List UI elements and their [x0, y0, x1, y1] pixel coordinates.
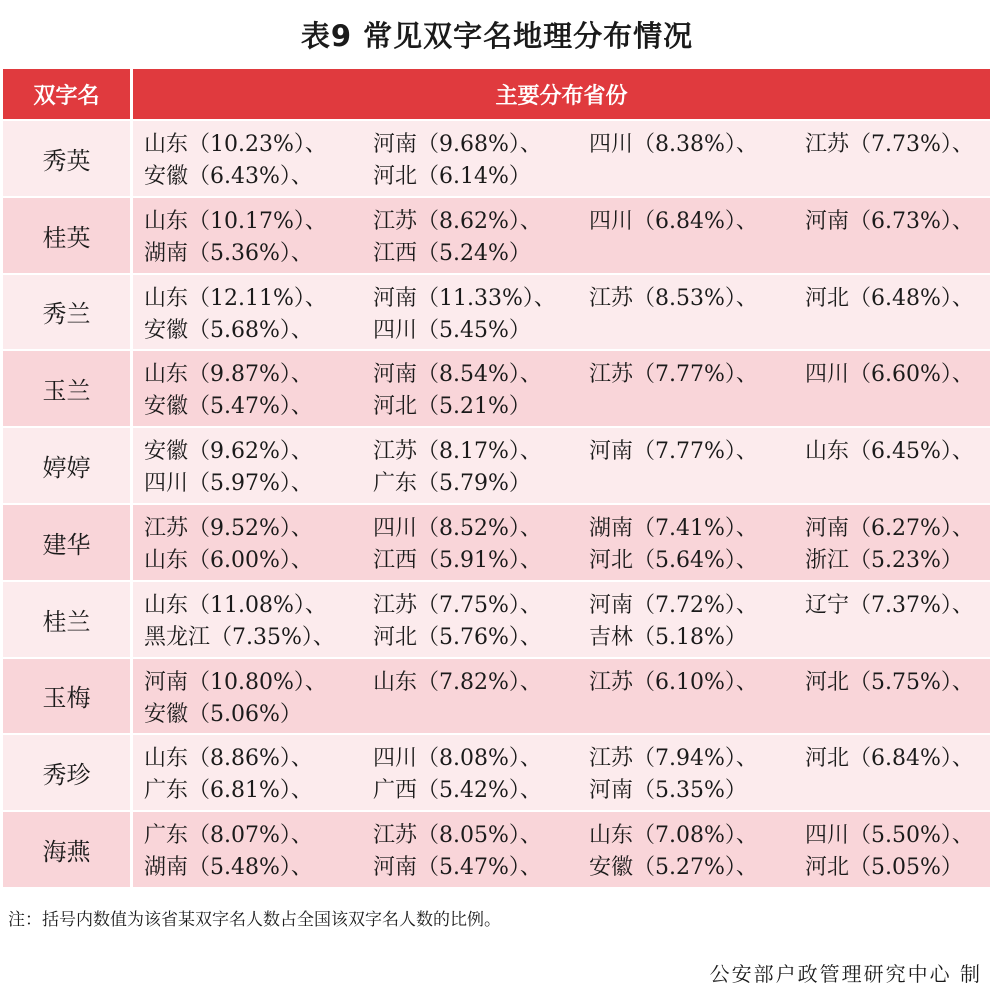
table-row [3, 273, 990, 350]
given-name-cell: 建华 [3, 505, 133, 580]
province-share: 河南（6.73%）、 [805, 208, 974, 234]
table-row [3, 657, 990, 734]
province-line [144, 667, 990, 699]
province-line [144, 590, 990, 622]
table-row [3, 426, 990, 503]
province-list-cell [133, 121, 990, 196]
province-share: 河北（5.05%） [805, 855, 963, 881]
province-share: 安徽（9.62%）、 [144, 439, 313, 465]
table-header [3, 69, 990, 119]
province-line [144, 820, 990, 852]
province-share: 河北（5.75%）、 [805, 669, 974, 695]
province-share: 山东（9.87%）、 [144, 362, 313, 388]
province-share: 山东（6.00%）、 [144, 547, 313, 573]
province-share: 安徽（6.43%）、 [144, 164, 313, 189]
province-share: 河南（5.35%） [589, 778, 747, 804]
province-line [144, 359, 990, 391]
province-line [144, 513, 990, 545]
table-body [3, 119, 990, 887]
province-share: 四川（5.50%）、 [805, 823, 974, 849]
province-line [144, 775, 990, 807]
province-line [144, 238, 990, 270]
province-share: 江苏（7.94%）、 [589, 746, 758, 772]
given-name-cell: 玉兰 [3, 351, 133, 426]
province-share: 四川（6.84%）、 [589, 208, 758, 234]
province-list-cell [133, 659, 990, 734]
province-share: 江苏（6.10%）、 [589, 669, 758, 695]
table-row [3, 119, 990, 196]
province-share: 山东（12.11%）、 [144, 285, 327, 311]
province-share: 河南（9.68%）、 [373, 132, 542, 157]
province-share: 山东（10.23%）、 [144, 132, 327, 157]
province-share: 山东（7.08%）、 [589, 823, 758, 849]
province-share: 山东（6.45%）、 [805, 439, 974, 465]
province-share: 四川（8.08%）、 [373, 746, 542, 772]
table-row [3, 196, 990, 273]
given-name-cell: 秀珍 [3, 735, 133, 810]
table-row [3, 580, 990, 657]
province-share: 广东（5.79%） [373, 471, 531, 497]
province-list-cell [133, 505, 990, 580]
province-share: 辽宁（7.37%）、 [805, 592, 974, 618]
given-name-cell: 秀英 [3, 121, 133, 196]
given-name-cell: 桂英 [3, 198, 133, 273]
province-share: 河北（6.48%）、 [805, 285, 974, 311]
province-share: 浙江（5.23%） [805, 547, 963, 573]
province-share: 山东（10.17%）、 [144, 208, 327, 234]
province-line [144, 391, 990, 423]
province-share: 河北（5.21%） [373, 394, 531, 420]
province-share: 河南（10.80%）、 [144, 669, 327, 695]
table-row [3, 349, 990, 426]
province-share: 江苏（7.77%）、 [589, 362, 758, 388]
footnote: 注：括号内数值为该省某双字名人数占全国该双字名人数的比例。 [8, 910, 501, 930]
province-share: 河南（8.54%）、 [373, 362, 542, 388]
given-name-cell: 海燕 [3, 812, 133, 887]
province-share: 江苏（7.73%）、 [805, 132, 974, 157]
province-share: 江苏（7.75%）、 [373, 592, 542, 618]
province-share: 江苏（8.17%）、 [373, 439, 542, 465]
province-share: 河北（6.84%）、 [805, 746, 974, 772]
province-share: 四川（5.97%）、 [144, 471, 313, 497]
province-line [144, 743, 990, 775]
province-list-cell [133, 198, 990, 273]
province-line [144, 315, 990, 347]
province-share: 四川（8.38%）、 [589, 132, 758, 157]
province-line [144, 129, 990, 161]
table-title: 表9 常见双字名地理分布情况 [300, 19, 694, 53]
province-share: 江苏（8.62%）、 [373, 208, 542, 234]
source-credit: 公安部户政管理研究中心 制 [709, 962, 982, 986]
given-name-cell: 婷婷 [3, 428, 133, 503]
province-share: 江苏（9.52%）、 [144, 515, 313, 541]
given-name-cell: 秀兰 [3, 275, 133, 350]
province-line [144, 852, 990, 884]
province-share: 河北（6.14%） [373, 164, 531, 189]
province-line [144, 699, 990, 731]
province-share: 河南（7.77%）、 [589, 439, 758, 465]
province-share: 四川（6.60%）、 [805, 362, 974, 388]
province-share: 四川（8.52%）、 [373, 515, 542, 541]
given-name-cell: 玉梅 [3, 659, 133, 734]
province-share: 安徽（5.68%）、 [144, 317, 313, 343]
given-name-cell: 桂兰 [3, 582, 133, 657]
province-list-cell [133, 735, 990, 810]
table-row [3, 503, 990, 580]
province-share: 湖南（7.41%）、 [589, 515, 758, 541]
province-list-cell [133, 275, 990, 350]
province-share: 河南（7.72%）、 [589, 592, 758, 618]
table-row [3, 733, 990, 810]
province-share: 河北（5.76%）、 [373, 624, 542, 650]
province-line [144, 161, 990, 193]
table-row [3, 810, 990, 887]
province-line [144, 468, 990, 500]
province-share: 安徽（5.47%）、 [144, 394, 313, 420]
province-share: 四川（5.45%） [373, 317, 531, 343]
header-name-column: 双字名 [3, 69, 133, 119]
province-share: 江苏（8.53%）、 [589, 285, 758, 311]
province-list-cell [133, 812, 990, 887]
province-line [144, 436, 990, 468]
province-share: 河南（11.33%）、 [373, 285, 556, 311]
province-line [144, 283, 990, 315]
province-share: 河北（5.64%）、 [589, 547, 758, 573]
province-share: 安徽（5.06%） [144, 701, 302, 727]
province-share: 黑龙江（7.35%）、 [144, 624, 335, 650]
province-share: 江苏（8.05%）、 [373, 823, 542, 849]
province-share: 山东（7.82%）、 [373, 669, 542, 695]
province-share: 吉林（5.18%） [589, 624, 747, 650]
province-share: 广东（8.07%）、 [144, 823, 313, 849]
province-line [144, 206, 990, 238]
province-share: 广西（5.42%）、 [373, 778, 542, 804]
distribution-table [3, 69, 990, 887]
header-province-column: 主要分布省份 [495, 83, 628, 109]
province-line [144, 545, 990, 577]
province-list-cell [133, 428, 990, 503]
province-share: 山东（8.86%）、 [144, 746, 313, 772]
province-line [144, 622, 990, 654]
province-list-cell [133, 582, 990, 657]
province-share: 河南（6.27%）、 [805, 515, 974, 541]
province-share: 江西（5.24%） [373, 240, 531, 266]
province-share: 江西（5.91%）、 [373, 547, 542, 573]
province-share: 山东（11.08%）、 [144, 592, 327, 618]
province-list-cell [133, 351, 990, 426]
province-share: 河南（5.47%）、 [373, 855, 542, 881]
province-share: 湖南（5.36%）、 [144, 240, 313, 266]
province-share: 广东（6.81%）、 [144, 778, 313, 804]
province-share: 湖南（5.48%）、 [144, 855, 313, 881]
province-share: 安徽（5.27%）、 [589, 855, 758, 881]
